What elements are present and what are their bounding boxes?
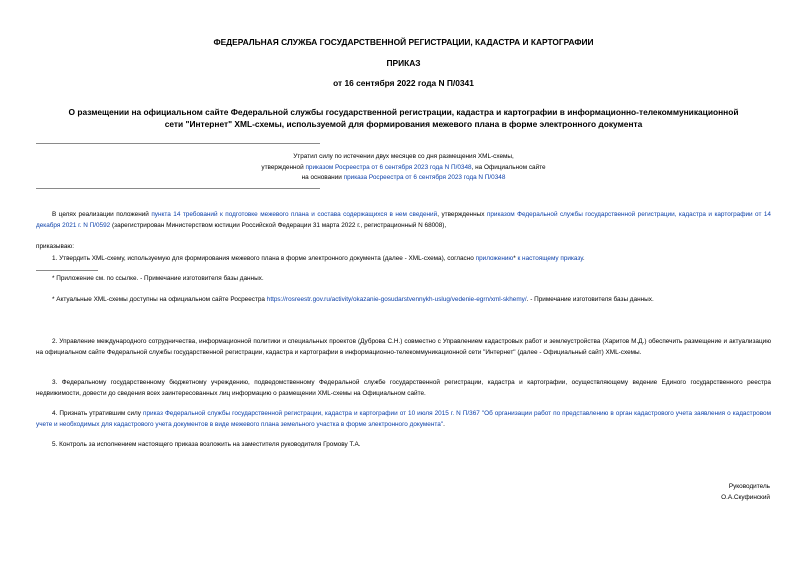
footnote-rule <box>36 270 98 271</box>
doc-type-heading: ПРИКАЗ <box>386 58 421 68</box>
orders-line: приказываю: <box>36 243 74 250</box>
order-0592-link[interactable]: приказом Федеральной службы государственной регистрации, кадастра и картографии от 14 декабря 2021 г. N П/0592 <box>36 211 771 229</box>
item-5-text: 5. Контроль за исполнением настоящего приказа возложить на заместителя руководителя Громову Т.А. <box>52 441 361 448</box>
doc-date-heading: от 16 сентября 2022 года N П/0341 <box>333 78 474 88</box>
this-order-link[interactable]: к настоящему приказу <box>517 255 583 262</box>
item-1-text: 1. Утвердить XML-схему, используемую для формирования межевого плана в форме электронного документа (далее - XML-схема), согласно <box>52 255 476 262</box>
footnote-1-text: * Приложение см. по ссылке. - Примечание изготовителя базы данных. <box>52 275 264 282</box>
agency-heading: ФЕДЕРАЛЬНАЯ СЛУЖБА ГОСУДАРСТВЕННОЙ РЕГИСТРАЦИИ, КАДАСТРА И КАРТОГРАФИИ <box>213 37 594 47</box>
signature-block <box>721 481 770 503</box>
order-367-link[interactable]: приказ Федеральной службы государственной регистрации, кадастра и картографии от 10 июля 2015 г. N П/367 "Об организации работ по представлению в орган кадастрового учета заявления о кадастровом учете и необходимых для кадастрового учета документов в виде межевого плана земельного участка в форме электронного документа" <box>36 410 771 428</box>
item-3 <box>36 378 771 399</box>
status-rule-bottom <box>36 188 320 189</box>
preamble-text: , утвержденных <box>437 211 487 218</box>
preamble-text: (зарегистрирован Министерством юстиции Российской Федерации 31 марта 2022 г., регистрационный N 68008), <box>110 221 447 229</box>
item-4 <box>36 409 771 430</box>
item-1 <box>36 254 771 265</box>
footnote-2-text: . - Примечание изготовителя базы данных. <box>526 296 654 303</box>
basis-order-link[interactable]: приказа Росреестра от 6 сентября 2023 года N П/0348 <box>343 174 506 181</box>
footnote-2-text: * Актуальные XML-схемы доступны на официальном сайте Росреестра <box>52 296 267 303</box>
status-note-line-2 <box>36 163 771 174</box>
doc-title-line-1: О размещении на официальном сайте Федеральной службы государственной регистрации, кадастра и картографии в информационно-телекоммуникационной <box>68 107 739 117</box>
item-5 <box>36 440 771 451</box>
status-note <box>36 152 771 184</box>
status-note-text: утвержденной <box>261 163 306 171</box>
doc-title <box>36 106 771 130</box>
item-2-text: 2. Управление международного сотрудничества, информационной политики и специальных проектов (Дуброва С.Н.) совместно с Управлением кадастровых работ и землеустройства (Харитов М.Д.) обеспечить размещение и актуализацию на официальном сайте Федеральной службы государственной регистрации, кадастра и картографии в информационно-телекоммуникационной сети "Интернет" (далее - Официальный сайт) XML-схемы. <box>36 338 771 356</box>
appendix-link[interactable]: приложению <box>475 255 514 262</box>
status-note-line-3 <box>36 173 771 184</box>
amending-order-link[interactable]: приказом Росреестра от 6 сентября 2023 года N П/0348 <box>305 163 472 171</box>
rosreestr-xml-link[interactable]: https://rosreestr.gov.ru/activity/okazanie-gosudarstvennykh-uslug/vedenie-egrn/xml-skhemy/ <box>266 296 527 303</box>
requirements-link[interactable]: пункта 14 требований к подготовке межевого плана и состава содержащихся в нем сведений <box>151 211 438 218</box>
preamble-text: В целях реализации положений <box>52 211 152 218</box>
signature-name: О.А.Скуфинский <box>721 494 770 501</box>
item-1-text: * <box>513 255 518 262</box>
footnote-2 <box>36 295 771 306</box>
status-note-line-1: Утратил силу по истечении двух месяцев со дня размещения XML-схемы, <box>293 153 514 160</box>
status-note-text: на основании <box>301 174 344 181</box>
doc-title-line-2: сети "Интернет" XML-схемы, используемой для формирования межевого плана в форме электронного документа <box>164 119 643 129</box>
signature-position: Руководитель <box>728 483 770 490</box>
item-4-text: 4. Признать утратившим силу <box>52 410 143 417</box>
status-rule-top <box>36 143 320 144</box>
footnote-1 <box>36 274 771 285</box>
status-note-text: , на Официальном сайте <box>471 163 546 171</box>
item-2 <box>36 337 771 358</box>
item-1-text: . <box>582 255 585 262</box>
item-3-text: 3. Федеральному государственному бюджетному учреждению, подведомственному Федеральной службе государственной регистрации, кадастра и картографии, осуществляющему ведение Единого государственного реестра недвижимости, довести до сведения всех заинтересованных лиц информацию о размещении XML-схемы на Официальном сайте. <box>36 379 771 397</box>
item-4-text: . <box>443 420 445 428</box>
preamble-paragraph <box>36 210 771 231</box>
